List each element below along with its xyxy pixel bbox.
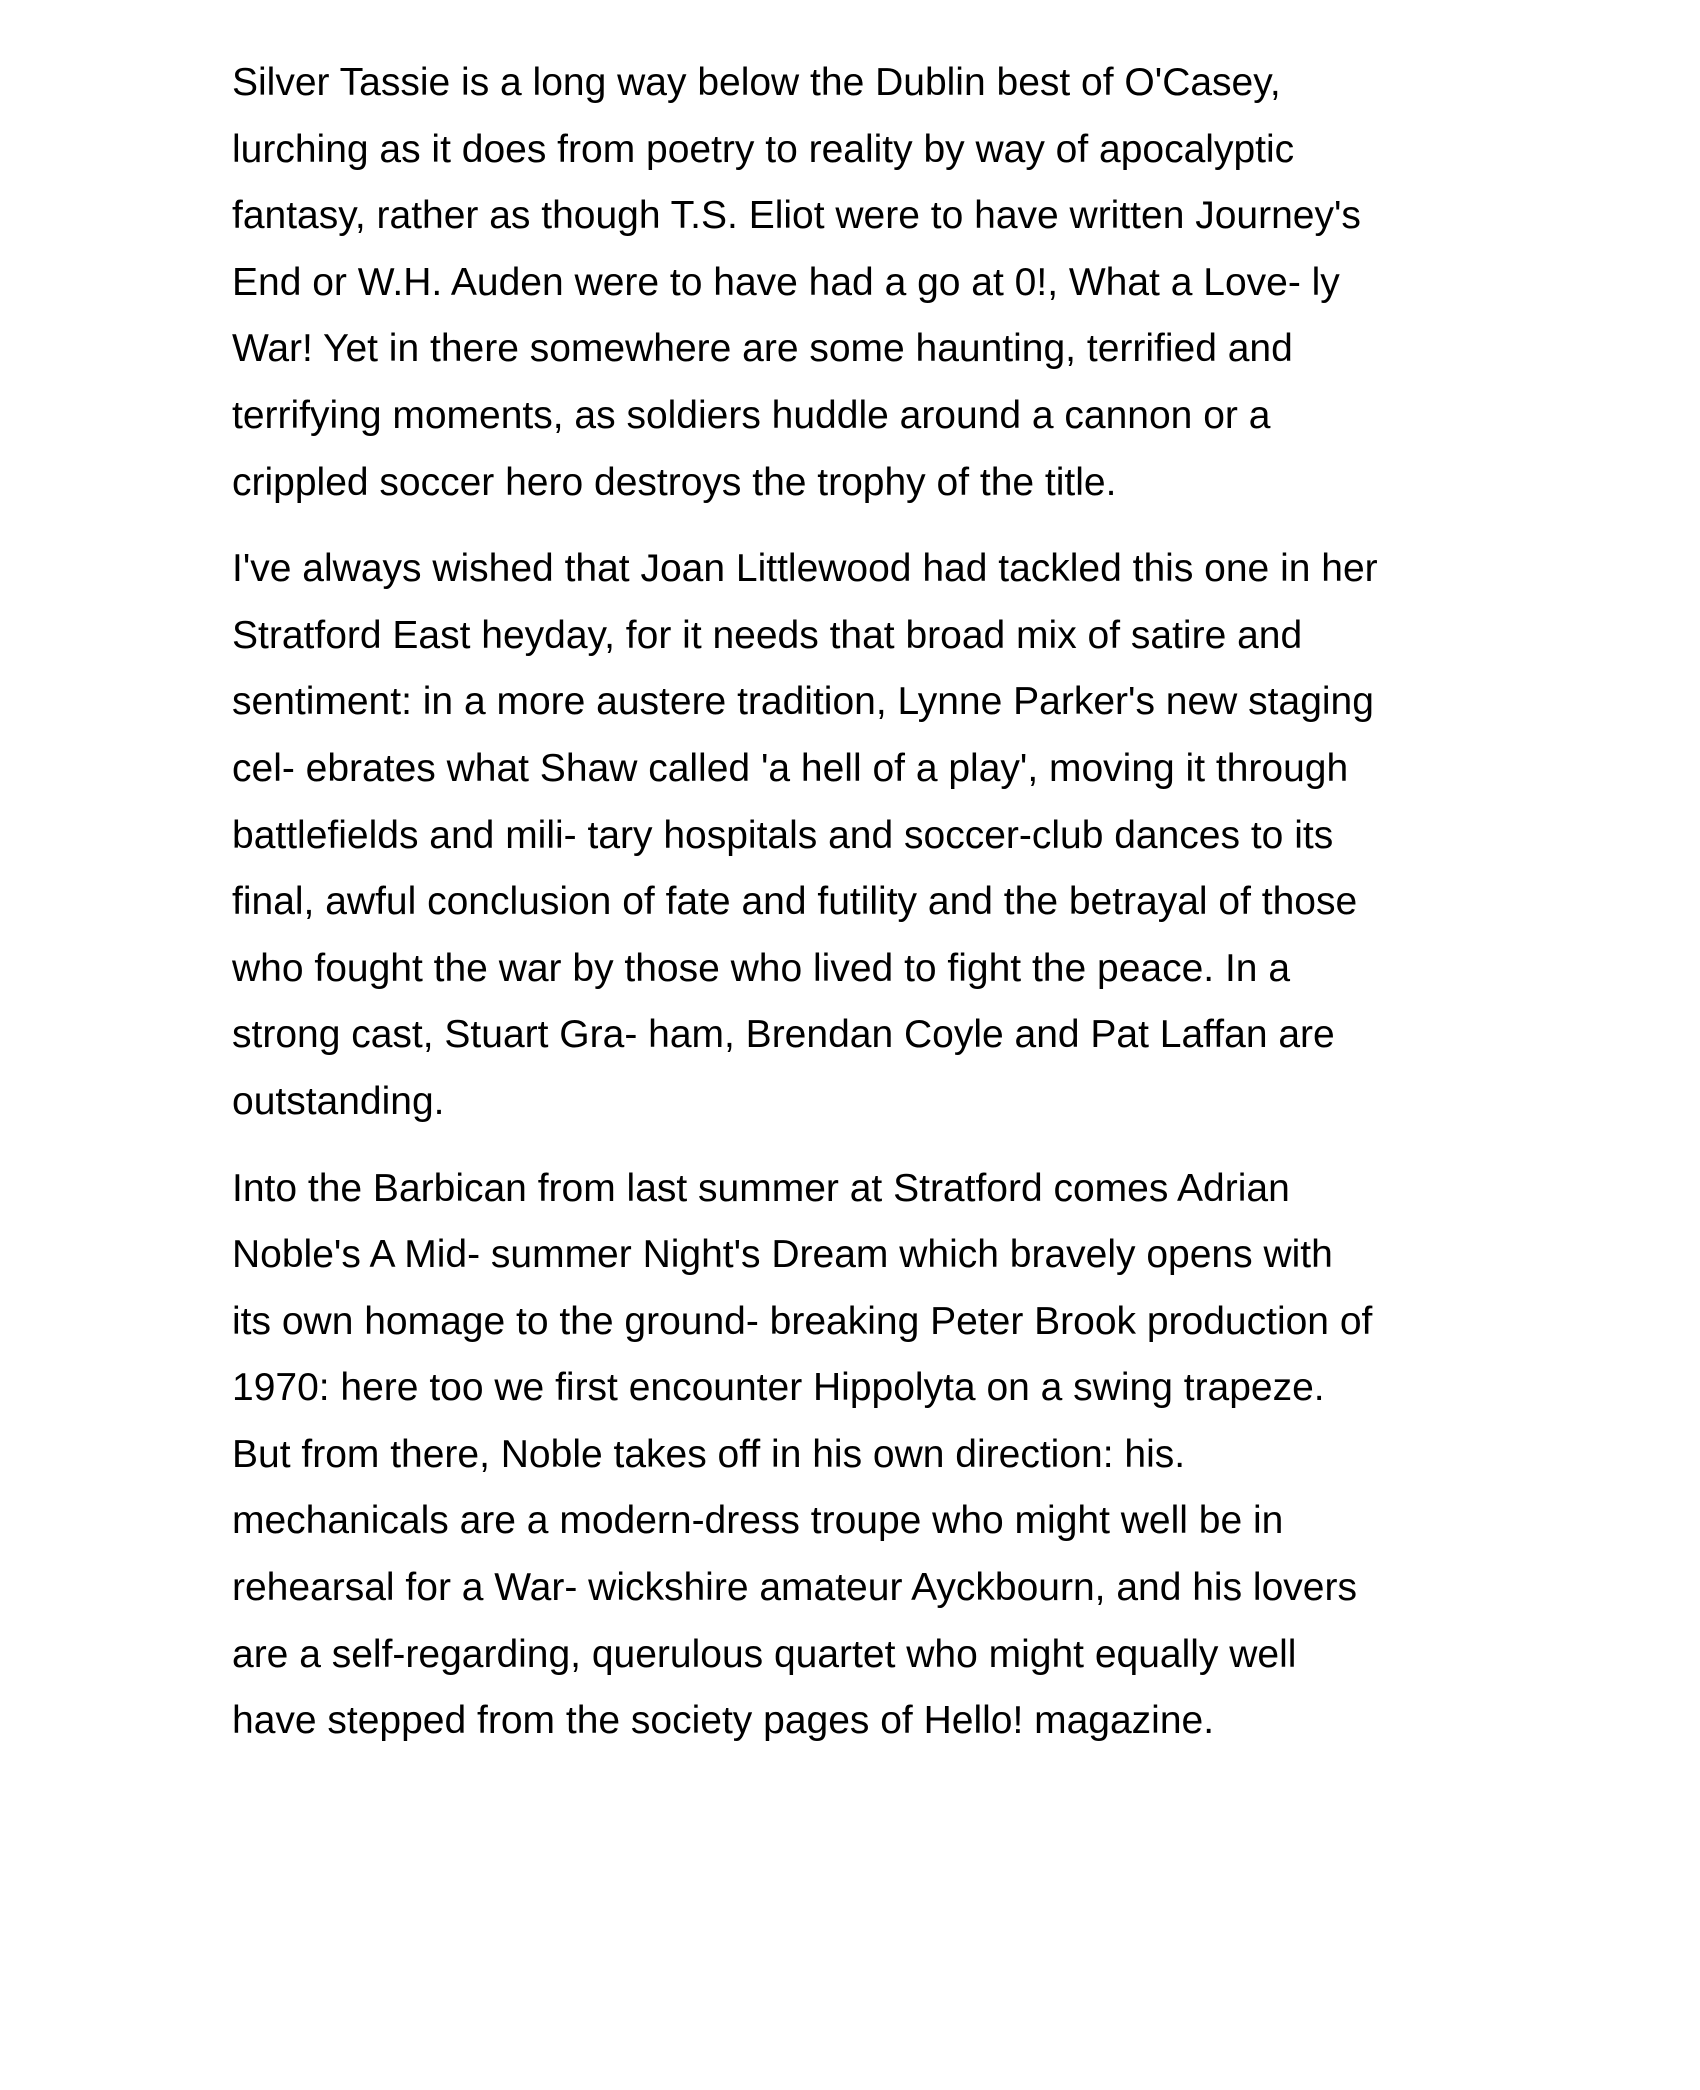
text-line: crippled soccer hero destroys the trophy of the title. bbox=[232, 460, 1117, 504]
text-line: are a self-regarding, querulous quartet who might equally well bbox=[232, 1632, 1297, 1676]
text-line: 1970: here too we first encounter Hippolyta on a swing trapeze. bbox=[232, 1366, 1325, 1410]
text-line: terrifying moments, as soldiers huddle around a cannon or a bbox=[232, 393, 1271, 437]
text-line: final, awful conclusion of fate and futility and the betrayal of those bbox=[232, 880, 1358, 924]
text-line: I've always wished that Joan Littlewood had tackled this one in her bbox=[232, 547, 1378, 591]
text-line: who fought the war by those who lived to fight the peace. In a bbox=[232, 946, 1291, 990]
text-line: have stepped from the society pages of Hello! magazine. bbox=[232, 1699, 1215, 1743]
text-line: battlefields and mili- tary hospitals and soccer-club dances to its bbox=[232, 813, 1334, 857]
text-line: sentiment: in a more austere tradition, Lynne Parker's new staging bbox=[232, 680, 1374, 724]
text-line: strong cast, Stuart Gra- ham, Brendan Coyle and Pat Laffan are bbox=[232, 1013, 1335, 1057]
paragraph-3 bbox=[232, 1156, 1477, 1755]
text-line: Noble's A Mid- summer Night's Dream which bravely opens with bbox=[232, 1233, 1333, 1277]
text-line: cel- ebrates what Shaw called 'a hell of a play', moving it through bbox=[232, 746, 1349, 790]
text-line: End or W.H. Auden were to have had a go at 0!, What a Love- ly bbox=[232, 260, 1340, 304]
text-line: lurching as it does from poetry to reality by way of apocalyptic bbox=[232, 127, 1295, 171]
text-line: fantasy, rather as though T.S. Eliot were to have written Journey's bbox=[232, 194, 1361, 238]
text-line: mechanicals are a modern-dress troupe who might well be in bbox=[232, 1499, 1284, 1543]
text-line: But from there, Noble takes off in his own direction: his. bbox=[232, 1432, 1186, 1476]
text-line: Into the Barbican from last summer at Stratford comes Adrian bbox=[232, 1166, 1290, 1210]
text-line: rehearsal for a War- wickshire amateur Ayckbourn, and his lovers bbox=[232, 1566, 1357, 1610]
paragraph-2 bbox=[232, 536, 1477, 1135]
text-line: outstanding. bbox=[232, 1079, 445, 1123]
paragraph-1 bbox=[232, 50, 1477, 516]
text-line: Stratford East heyday, for it needs that broad mix of satire and bbox=[232, 613, 1303, 657]
article-body bbox=[232, 50, 1477, 1775]
text-line: Silver Tassie is a long way below the Dublin best of O'Casey, bbox=[232, 61, 1281, 104]
text-line: its own homage to the ground- breaking Peter Brook production of bbox=[232, 1299, 1373, 1343]
text-line: War! Yet in there somewhere are some haunting, terrified and bbox=[232, 327, 1293, 371]
